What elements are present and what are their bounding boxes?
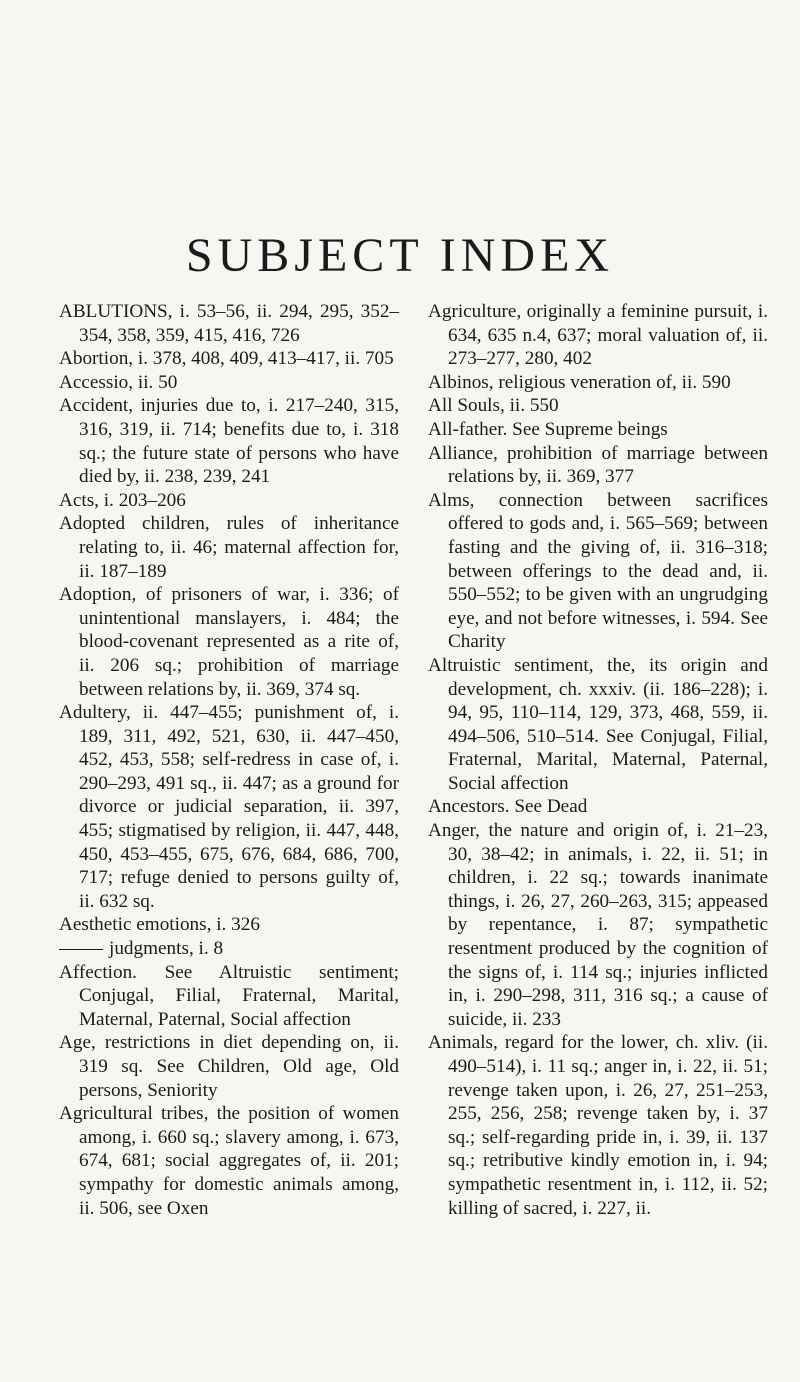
index-entry: All Souls, ii. 550 [428,395,559,417]
repeat-dash [59,949,103,951]
index-entry: Accident, injuries due to, i. 217–240, 315, 316, 319, ii. 714; benefits due to, i. 318 sq.; the future state of persons who have died by, ii. 238, 239, 241 [59,395,399,488]
index-entry: Adopted children, rules of inheritance relating to, ii. 46; maternal affection for, ii. 187–189 [59,513,399,582]
index-entry: Aesthetic emotions, i. 326 [59,914,260,936]
index-entry: All-father. See Supreme beings [428,418,668,440]
index-entry: Altruistic sentiment, the, its origin and development, ch. xxxiv. (ii. 186–228); i. 94, 95, 110–114, 129, 373, 468, 559, ii. 494–506, 510–514. See Conjugal, Filial, Fraternal, Marital, Maternal, Paternal, Social affection [428,654,768,794]
index-entry: Alliance, prohibition of marriage between relations by, ii. 369, 377 [428,442,768,488]
index-entry: Adultery, ii. 447–455; punishment of, i. 189, 311, 492, 521, 630, ii. 447–450, 452, 453, 558; self-redress in case of, i. 290–293, 491 sq., ii. 447; as a ground for divorce or judicial separation, ii. 397, 455; stigmatised by religion, ii. 447, 448, 450, 453–455, 675, 676, 684, 686, 700, 717; refuge denied to persons guilty of, ii. 632 sq. [59,702,399,912]
left-column [59,300,399,1220]
right-column [428,300,768,1220]
index-entry: Agriculture, originally a feminine pursuit, i. 634, 635 n.4, 637; moral valuation of, ii. 273–277, 280, 402 [428,301,768,370]
index-entry: Abortion, i. 378, 408, 409, 413–417, ii. 705 [59,348,394,370]
index-entry: Albinos, religious veneration of, ii. 590 [428,371,731,393]
index-entry: Ancestors. See Dead [428,796,588,818]
index-entry: Acts, i. 203–206 [59,489,186,511]
index-entry: ABLUTIONS, i. 53–56, ii. 294, 295, 352–354, 358, 359, 415, 416, 726 [59,301,399,346]
index-entry: Adoption, of prisoners of war, i. 336; of unintentional manslayers, i. 484; the blood-covenant represented as a rite of, ii. 206 sq.; prohibition of marriage between relations by, ii. 369, 374 sq. [59,584,399,700]
index-entry: Animals, regard for the lower, ch. xliv. (ii. 490–514), i. 11 sq.; anger in, i. 22, ii. 51; revenge taken upon, i. 26, 27, 251–253, 255, 256, 258; revenge taken by, i. 37 sq.; self-regarding pride in, i. 39, ii. 137 sq.; retributive kindly emotion in, i. 94; sympathetic resentment in, i. 112, ii. 52; killing of sacred, i. 227, ii. [428,1032,768,1219]
index-entry: Age, restrictions in diet depending on, ii. 319 sq. See Children, Old age, Old persons, Seniority [59,1032,399,1101]
index-entry: Agricultural tribes, the position of women among, i. 660 sq.; slavery among, i. 673, 674, 681; social aggregates of, ii. 201; sympathy for domestic animals among, ii. 506, see Oxen [59,1103,399,1219]
index-entry: Affection. See Altruistic sentiment; Conjugal, Filial, Fraternal, Marital, Maternal, Paternal, Social affection [59,961,399,1030]
index-subentry [59,937,399,961]
index-entry: Alms, connection between sacrifices offered to gods and, i. 565–569; between fasting and the giving of, ii. 316–318; between offerings to the dead and, ii. 550–552; to be given with an ungrudging eye, and not before witnesses, i. 594. See Charity [428,489,768,653]
subentry-text: judgments, i. 8 [109,938,224,960]
index-entry: Accessio, ii. 50 [59,371,178,393]
page-title: SUBJECT INDEX [185,229,615,282]
index-entry: Anger, the nature and origin of, i. 21–23, 30, 38–42; in animals, i. 22, ii. 51; in children, i. 22 sq.; towards inanimate things, i. 26, 27, 260–263, 315; appeased by repentance, i. 87; sympathetic resentment produced by the cognition of the signs of, i. 114 sq.; injuries inflicted in, i. 290–298, 311, 316 sq.; a cause of suicide, ii. 233 [428,820,768,1030]
